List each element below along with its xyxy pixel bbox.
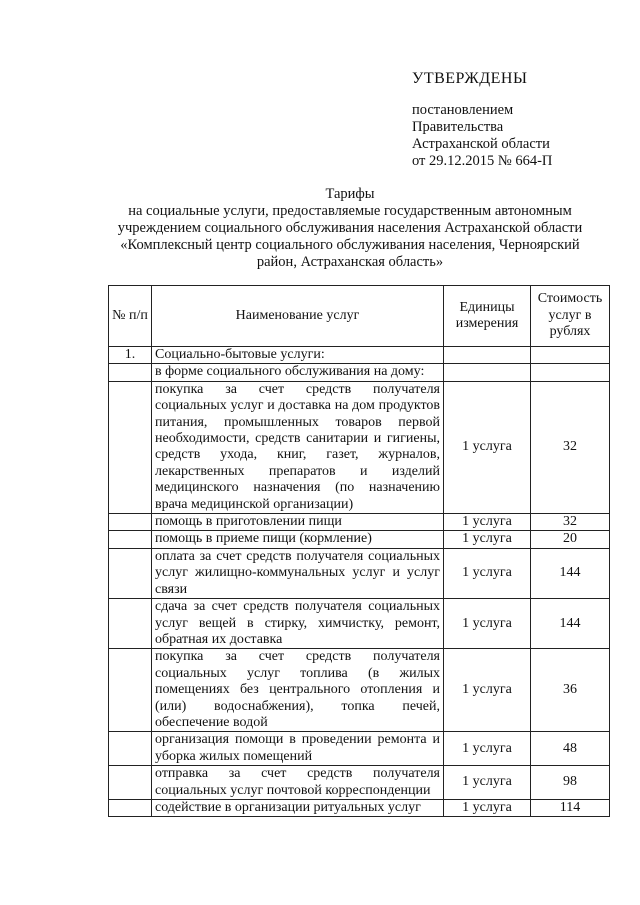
cell-unit: 1 услуга <box>444 766 531 800</box>
approval-line: Астраханской области <box>412 136 550 152</box>
cell-name: оплата за счет средств получателя социальных услуг жилищно-коммунальных услуг и услуг связи <box>152 548 444 598</box>
cell-name: покупка за счет средств получателя социальных услуг топлива (в жилых помещениях без центрального отопления и (или) водоснабжения), топка печей, обеспечение водой <box>152 649 444 732</box>
cell-unit: 1 услуга <box>444 799 531 816</box>
cell-name: помощь в приготовлении пищи <box>152 514 444 531</box>
cell-unit: 1 услуга <box>444 548 531 598</box>
table-row <box>109 514 610 531</box>
cell-unit: 1 услуга <box>444 599 531 649</box>
table-row <box>109 548 610 598</box>
approval-heading: УТВЕРЖДЕНЫ <box>412 70 528 87</box>
title-line: район, Астраханская область» <box>256 254 444 270</box>
cell-num <box>109 732 152 766</box>
cell-price <box>531 347 610 364</box>
title-line: «Комплексный центр социального обслуживания населения, Черноярский <box>120 237 580 253</box>
cell-price: 32 <box>531 381 610 513</box>
cell-price: 144 <box>531 548 610 598</box>
table-header-row <box>109 286 610 347</box>
cell-num <box>109 531 152 548</box>
title-line: учреждением социального обслуживания населения Астраханской области <box>117 220 583 236</box>
cell-unit: 1 услуга <box>444 732 531 766</box>
cell-price: 48 <box>531 732 610 766</box>
cell-num <box>109 599 152 649</box>
cell-unit <box>444 347 531 364</box>
cell-num <box>109 799 152 816</box>
title-main: Тарифы <box>325 186 375 202</box>
cell-price: 32 <box>531 514 610 531</box>
cell-unit: 1 услуга <box>444 649 531 732</box>
cell-name: отправка за счет средств получателя социальных услуг почтовой корреспонденции <box>152 766 444 800</box>
cell-price: 20 <box>531 531 610 548</box>
header-num: № п/п <box>109 286 152 347</box>
tariffs-table <box>108 285 610 817</box>
approval-block <box>412 70 632 170</box>
cell-unit: 1 услуга <box>444 381 531 513</box>
cell-name: покупка за счет средств получателя социальных услуг и доставка на дом продуктов питания, промышленных товаров первой необходимости, средств санитарии и гигиены, средств ухода, книг, газет, журналов, лекарственных препаратов и изделий медицинского назначения (по назначению врача медицинской организации) <box>152 381 444 513</box>
table-row <box>109 766 610 800</box>
cell-unit: 1 услуга <box>444 531 531 548</box>
table-row <box>109 799 610 816</box>
table-row <box>109 347 610 364</box>
table-row <box>109 531 610 548</box>
cell-num: 1. <box>109 347 152 364</box>
cell-num <box>109 514 152 531</box>
document-title <box>90 186 610 271</box>
cell-price: 36 <box>531 649 610 732</box>
cell-num <box>109 548 152 598</box>
title-line: на социальные услуги, предоставляемые государственным автономным <box>128 203 572 219</box>
approval-line: постановлением <box>412 102 514 118</box>
table-row <box>109 364 610 381</box>
approval-date-line: от 29.12.2015 № 664-П <box>412 153 553 169</box>
cell-name: помощь в приеме пищи (кормление) <box>152 531 444 548</box>
header-name: Наименование услуг <box>152 286 444 347</box>
cell-name: организация помощи в проведении ремонта и уборка жилых помещений <box>152 732 444 766</box>
cell-num <box>109 364 152 381</box>
header-unit: Единицы измерения <box>444 286 531 347</box>
cell-num <box>109 766 152 800</box>
cell-name: сдача за счет средств получателя социальных услуг вещей в стирку, химчистку, ремонт, обратная их доставка <box>152 599 444 649</box>
cell-num <box>109 381 152 513</box>
table-row <box>109 599 610 649</box>
cell-name: Социально-бытовые услуги: <box>152 347 444 364</box>
cell-price: 144 <box>531 599 610 649</box>
cell-price: 114 <box>531 799 610 816</box>
table-row <box>109 381 610 513</box>
cell-price: 98 <box>531 766 610 800</box>
cell-name: содействие в организации ритуальных услуг <box>152 799 444 816</box>
approval-line: Правительства <box>412 119 504 135</box>
header-price: Стоимость услуг в рублях <box>531 286 610 347</box>
cell-num <box>109 649 152 732</box>
cell-unit: 1 услуга <box>444 514 531 531</box>
cell-name: в форме социального обслуживания на дому: <box>152 364 444 381</box>
cell-price <box>531 364 610 381</box>
table-row <box>109 649 610 732</box>
cell-unit <box>444 364 531 381</box>
table-row <box>109 732 610 766</box>
